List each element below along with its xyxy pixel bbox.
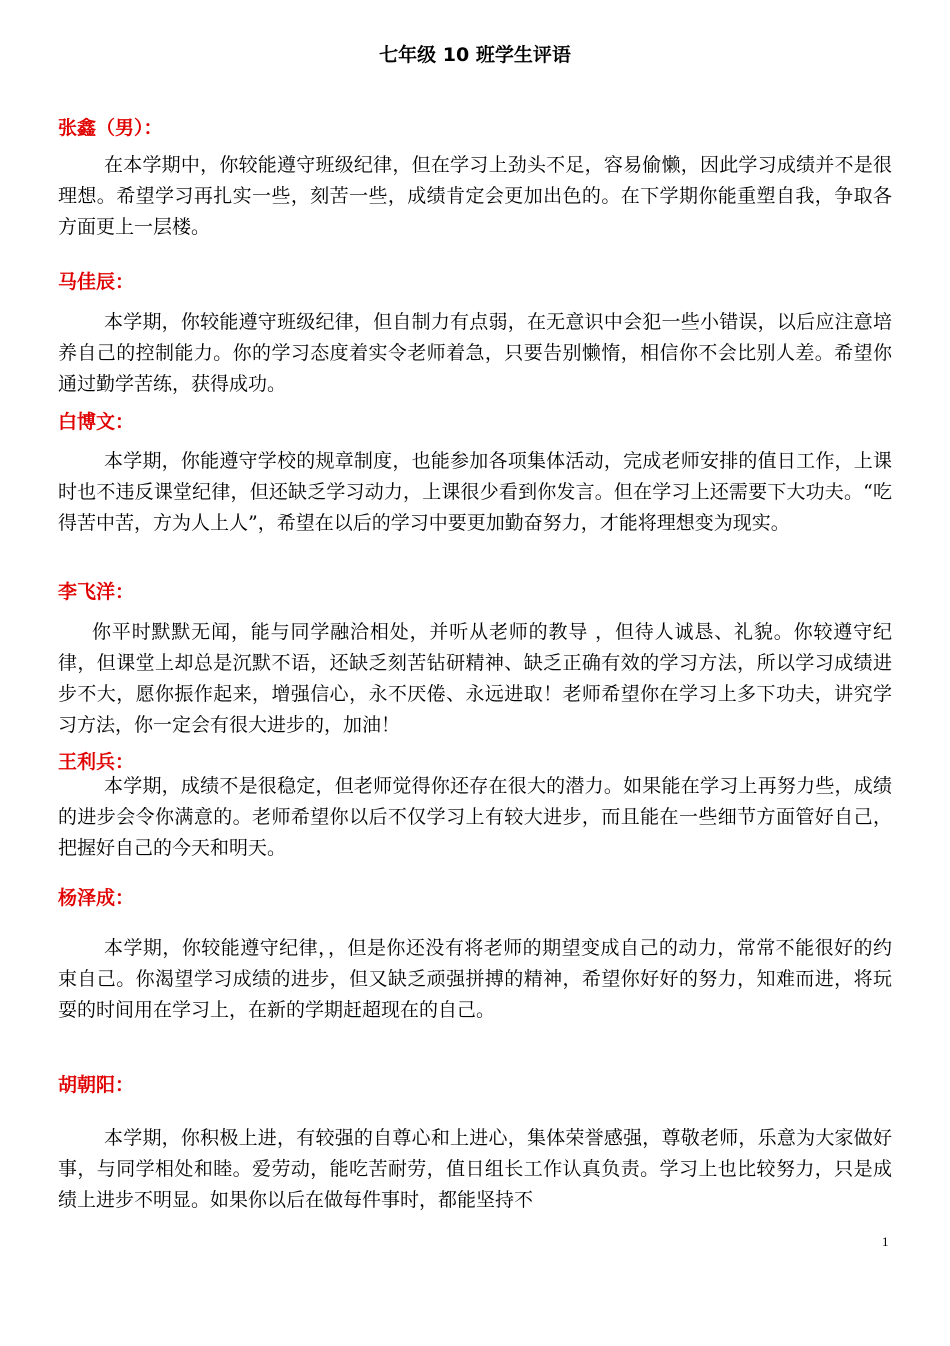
page-title: 七年级 10 班学生评语 bbox=[379, 44, 571, 66]
student-name-zhang-xin: 张鑫（男）： bbox=[58, 117, 163, 139]
student-name-ma-jiachen: 马佳辰： bbox=[58, 271, 135, 293]
student-comment-li-feiyang: 你平时默默无闻，能与同学融洽相处，并听从老师的教导 ，但待人诚恳、礼貌。你较遵守纪律，但课堂上却总是沉默不语，还缺乏刻苦钻研精神、缺乏正确有效的学习方法，所以学习成绩进步不大，愿你振作起来，增强信心，永不厌倦、永远进取！老师希望你在学习上多下功夫，讲究学习方法，你一定会有很大进步的，加油！ bbox=[58, 621, 892, 736]
student-comment-yang-zecheng: 本学期，你较能遵守纪律，，但是你还没有将老师的期望变成自己的动力，常常不能很好的约束自己。你渴望学习成绩的进步，但又缺乏顽强拼搏的精神，希望你好好的努力，知难而进，将玩耍的时间用在学习上，在新的学期赶超现在的自己。 bbox=[58, 937, 892, 1021]
student-comment-wang-libing: 本学期，成绩不是很稳定，但老师觉得你还存在很大的潜力。如果能在学习上再努力些，成绩的进步会令你满意的。老师希望你以后不仅学习上有较大进步，而且能在一些细节方面管好自己，把握好自己的今天和明天。 bbox=[58, 775, 892, 859]
student-name-li-feiyang: 李飞洋： bbox=[58, 581, 135, 603]
student-comment-ma-jiachen: 本学期，你较能遵守班级纪律，但自制力有点弱，在无意识中会犯一些小错误，以后应注意培养自己的控制能力。你的学习态度着实令老师着急，只要告别懒惰，相信你不会比别人差。希望你通过勤学苦练，获得成功。 bbox=[58, 311, 892, 395]
student-name-hu-chaoyang: 胡朝阳： bbox=[58, 1074, 135, 1096]
student-comment-bai-bowen: 本学期，你能遵守学校的规章制度，也能参加各项集体活动，完成老师安排的值日工作，上课时也不违反课堂纪律，但还缺乏学习动力，上课很少看到你发言。但在学习上还需要下大功夫。“吃得苦中苦，方为人上人”，希望在以后的学习中要更加勤奋努力，才能将理想变为现实。 bbox=[58, 450, 892, 534]
student-comment-zhang-xin: 在本学期中，你较能遵守班级纪律，但在学习上劲头不足，容易偷懒，因此学习成绩并不是很理想。希望学习再扎实一些，刻苦一些，成绩肯定会更加出色的。在下学期你能重塑自我，争取各方面更上一层楼。 bbox=[58, 154, 892, 238]
student-name-wang-libing: 王利兵： bbox=[58, 751, 135, 773]
student-name-yang-zecheng: 杨泽成： bbox=[58, 887, 135, 909]
student-name-bai-bowen: 白博文： bbox=[58, 411, 135, 433]
page-number: 1 bbox=[882, 1234, 889, 1249]
student-comment-hu-chaoyang: 本学期，你积极上进，有较强的自尊心和上进心，集体荣誉感强，尊敬老师，乐意为大家做好事，与同学相处和睦。爱劳动，能吃苦耐劳，值日组长工作认真负责。学习上也比较努力，只是成绩上进步不明显。如果你以后在做每件事时，都能坚持不 bbox=[58, 1127, 892, 1211]
